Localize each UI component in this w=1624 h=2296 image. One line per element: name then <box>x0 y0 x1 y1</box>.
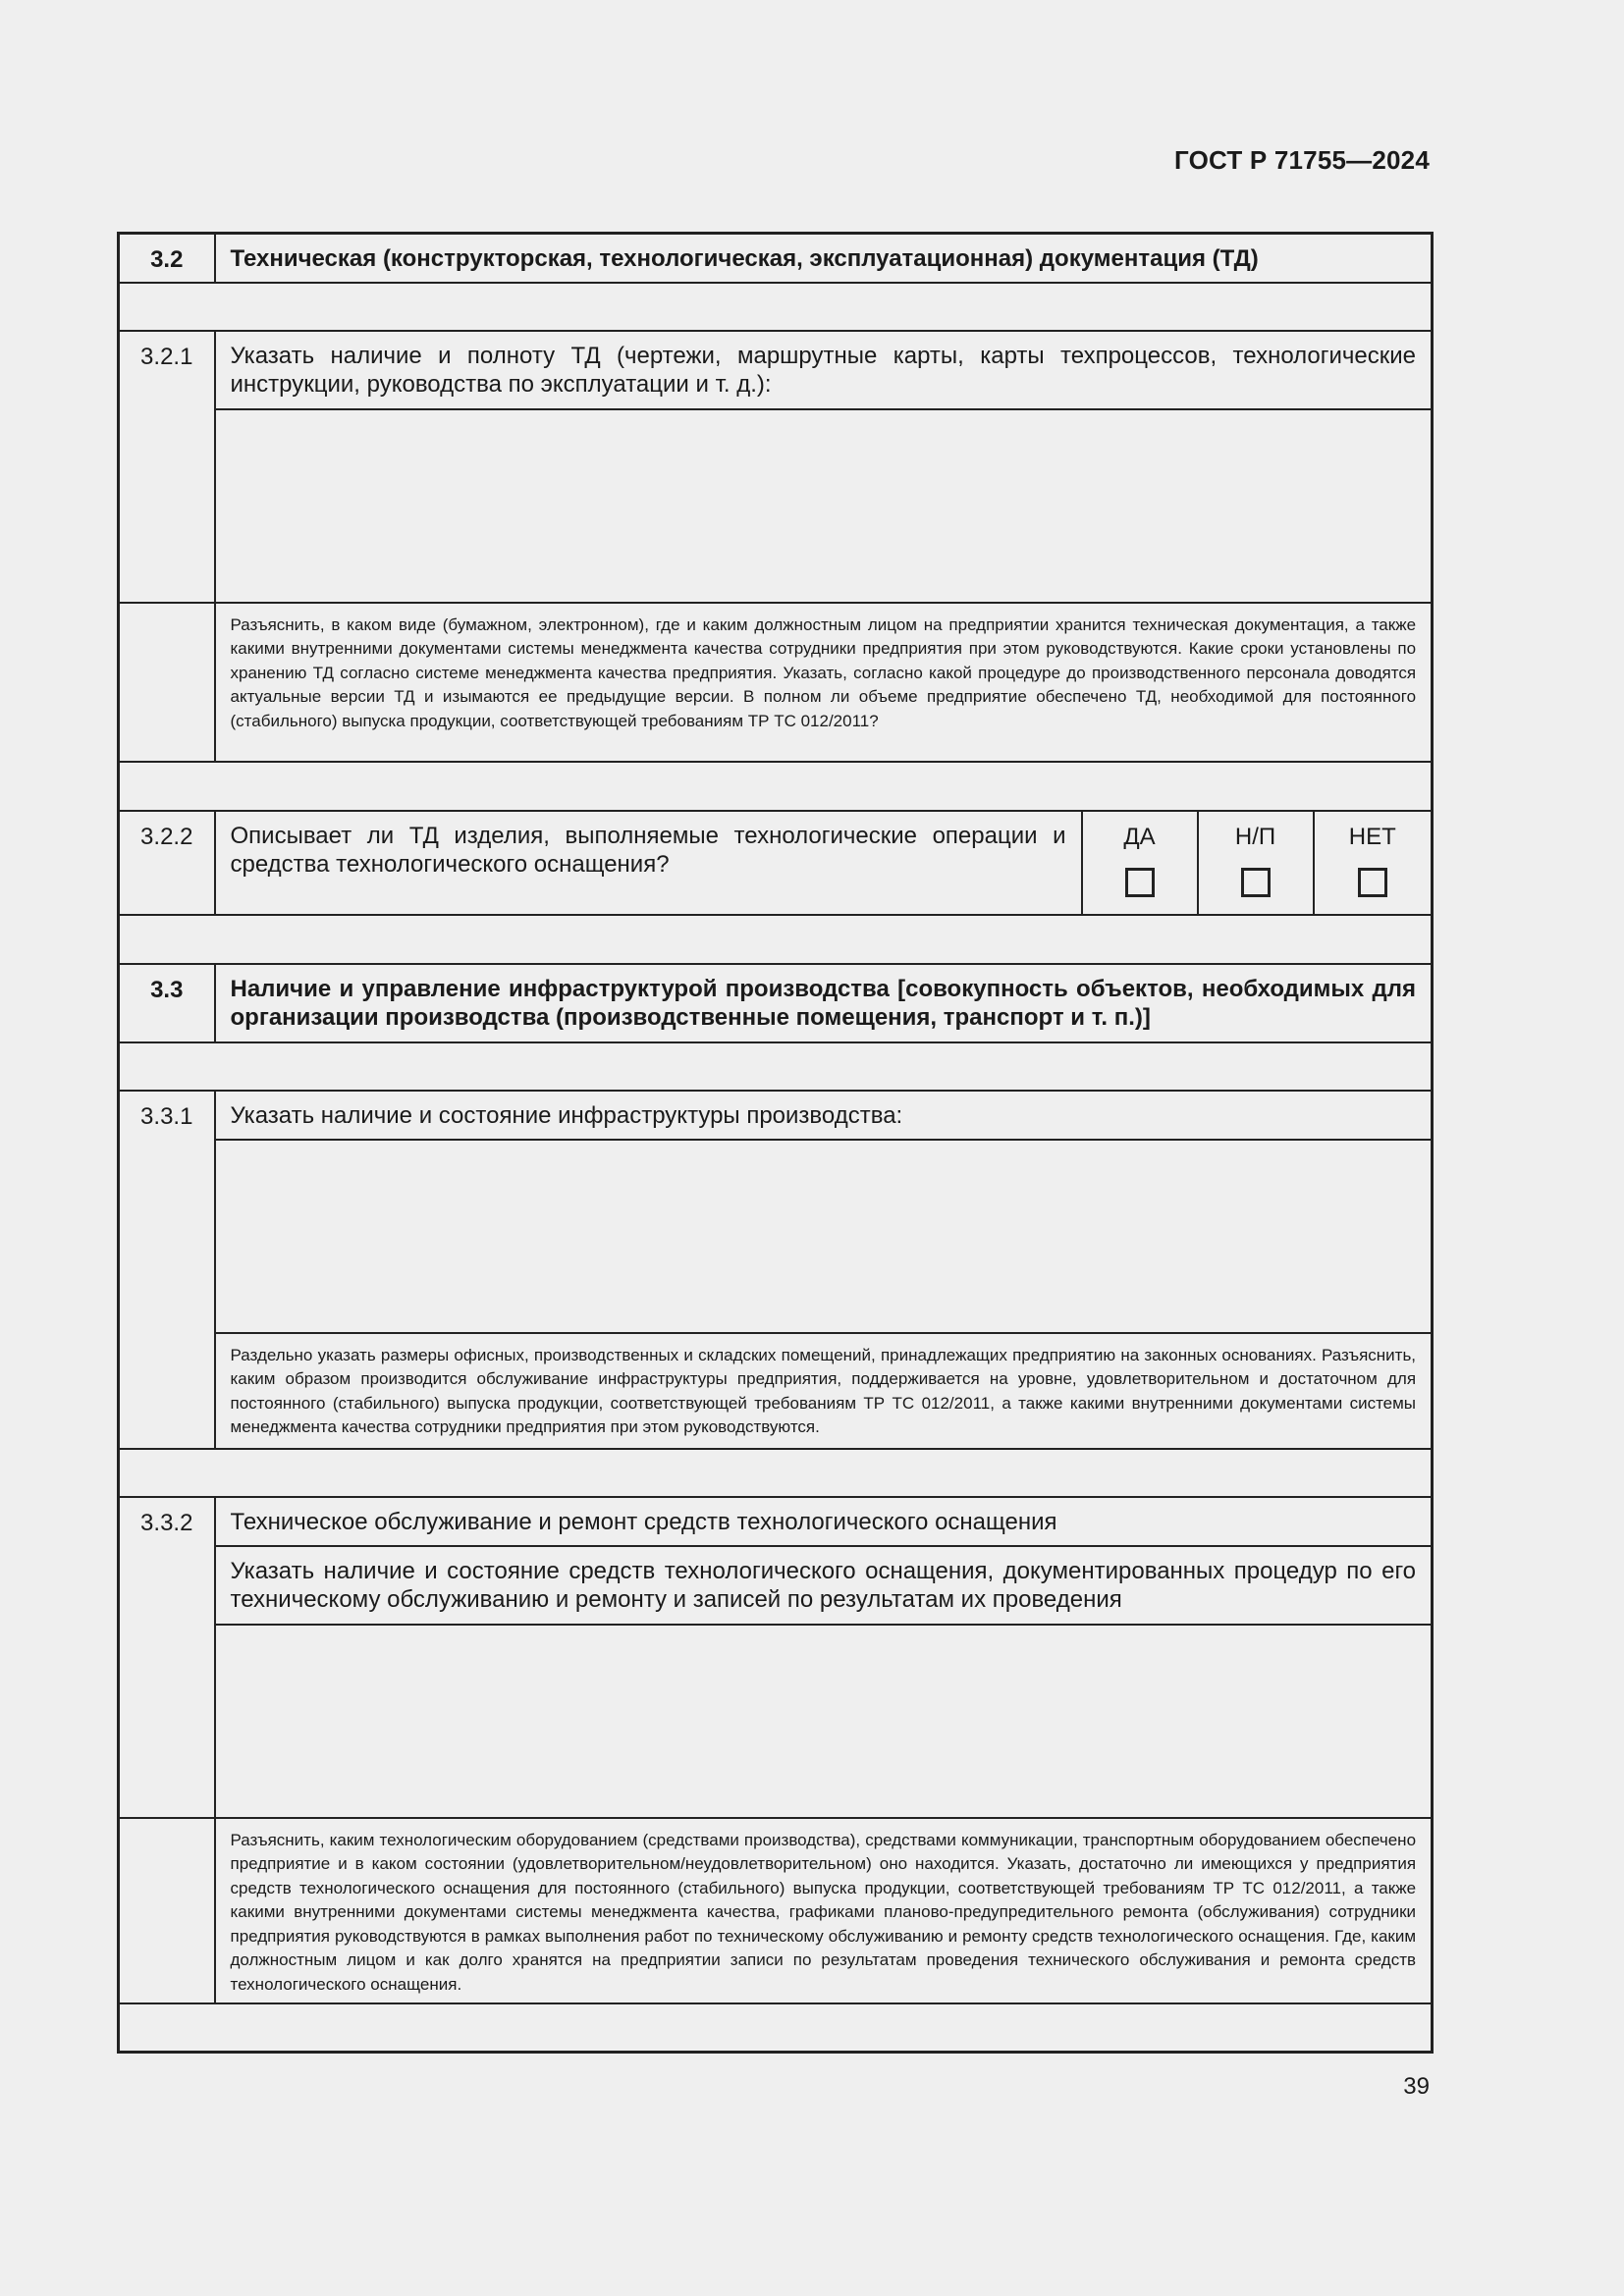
answer-row <box>119 409 1433 603</box>
item-row-3-2-1 <box>119 331 1433 409</box>
guidance-note: Разъяснить, каким технологическим оборудованием (средствами производства), средствами коммуникации, транспортным оборудованием обеспечено предприятие и в каком состоянии (удовлетворительном/неудовлетворительном) оно находится. Указать, достаточно ли имеющихся у предприятия средств технологического оснащения для постоянного (стабильного) выпуска продукции, соответствующей требованиям ТР ТС 012/2011, а также какими внутренними документами системы менеджмента качества, графиками планово-предупредительного ремонта (обслуживания) сотрудники предприятия руководствуются в рамках выполнения работ по техническому обслуживанию и ремонту средств технологического оснащения. Где, каким должностным лицом и как долго хранятся на предприятии записи по результатам проведения технического обслуживания и ремонта средств технологического оснащения. <box>215 1818 1433 2004</box>
note-row <box>119 603 1433 762</box>
item-title: Техническое обслуживание и ремонт средств технологического оснащения <box>215 1497 1433 1546</box>
spacer-row <box>119 283 1433 331</box>
spacer-cell <box>119 283 1433 331</box>
option-label: НЕТ <box>1348 823 1396 850</box>
spacer-row <box>119 1042 1433 1091</box>
option-label: ДА <box>1123 823 1156 850</box>
section-number: 3.2 <box>119 234 215 283</box>
note-row <box>119 1818 1433 2004</box>
checklist-table <box>117 232 1434 2054</box>
item-prompt: Указать наличие и состояние инфраструктуры производства: <box>215 1091 1433 1140</box>
item-prompt: Указать наличие и состояние средств технологического оснащения, документированных процедур по его техническому обслуживанию и ремонту и записей по результатам их проведения <box>215 1546 1433 1625</box>
option-yes <box>1082 811 1198 915</box>
document-code: ГОСТ Р 71755—2024 <box>1174 145 1430 175</box>
spacer-cell <box>119 762 1433 811</box>
item-number: 3.2.2 <box>119 811 215 915</box>
item-row-3-3-2 <box>119 1497 1433 1546</box>
spacer-cell <box>119 2003 1433 2052</box>
spacer-row <box>119 762 1433 811</box>
answer-field[interactable] <box>215 409 1433 603</box>
page-number: 39 <box>1403 2073 1430 2100</box>
spacer-cell <box>119 1449 1433 1497</box>
spacer-row <box>119 915 1433 964</box>
answer-row <box>119 1625 1433 1818</box>
item-number: 3.2.1 <box>119 331 215 603</box>
item-prompt: Указать наличие и полноту ТД (чертежи, маршрутные карты, карты техпроцессов, технологические инструкции, руководства по эксплуатации и т. д.): <box>215 331 1433 409</box>
yes-checkbox[interactable] <box>1125 868 1155 897</box>
item-row-3-2-2 <box>119 811 1433 915</box>
guidance-note: Разъяснить, в каком виде (бумажном, электронном), где и каким должностным лицом на предприятии хранится техническая документация, а также какими внутренними документами системы менеджмента качества сотрудники предприятия при этом руководствуются. Какие сроки установлены по хранению ТД согласно системе менеджмента качества предприятия. Указать, согласно какой процедуре до производственного персонала доводятся актуальные версии ТД и изымаются ее предыдущие версии. В полном ли объеме предприятие обеспечено ТД, необходимой для постоянного (стабильного) выпуска продукции, соответствующей требованиям ТР ТС 012/2011? <box>215 603 1433 762</box>
no-checkbox[interactable] <box>1358 868 1387 897</box>
section-title: Техническая (конструкторская, технологическая, эксплуатационная) документация (ТД) <box>215 234 1433 283</box>
item-question: Описывает ли ТД изделия, выполняемые технологические операции и средства технологического оснащения? <box>215 811 1082 915</box>
item-row-3-3-1 <box>119 1091 1433 1140</box>
spacer-cell <box>119 915 1433 964</box>
spacer-row <box>119 2003 1433 2052</box>
prompt-row <box>119 1546 1433 1625</box>
note-row <box>119 1333 1433 1449</box>
guidance-note: Раздельно указать размеры офисных, производственных и складских помещений, принадлежащих предприятию на законных основаниях. Разъяснить, каким образом производится обслуживание инфраструктуры предприятия, поддерживается на уровне, удовлетворительном и достаточном для постоянного (стабильного) выпуска продукции, соответствующей требованиям ТР ТС 012/2011, а также какими внутренними документами системы менеджмента качества сотрудники предприятия при этом руководствуются. <box>215 1333 1433 1449</box>
answer-field[interactable] <box>215 1625 1433 1818</box>
empty-cell <box>119 1818 215 2004</box>
item-number: 3.3.2 <box>119 1497 215 1818</box>
section-row-3-3 <box>119 964 1433 1042</box>
answer-field[interactable] <box>215 1140 1433 1333</box>
spacer-row <box>119 1449 1433 1497</box>
empty-cell <box>119 603 215 762</box>
option-no <box>1314 811 1433 915</box>
section-title: Наличие и управление инфраструктурой производства [совокупность объектов, необходимых для организации производства (производственные помещения, транспорт и т. п.)] <box>215 964 1433 1042</box>
option-na <box>1198 811 1314 915</box>
section-row-3-2 <box>119 234 1433 283</box>
section-number: 3.3 <box>119 964 215 1042</box>
spacer-cell <box>119 1042 1433 1091</box>
option-label: Н/П <box>1234 823 1276 850</box>
na-checkbox[interactable] <box>1241 868 1271 897</box>
answer-row <box>119 1140 1433 1333</box>
item-number: 3.3.1 <box>119 1091 215 1449</box>
